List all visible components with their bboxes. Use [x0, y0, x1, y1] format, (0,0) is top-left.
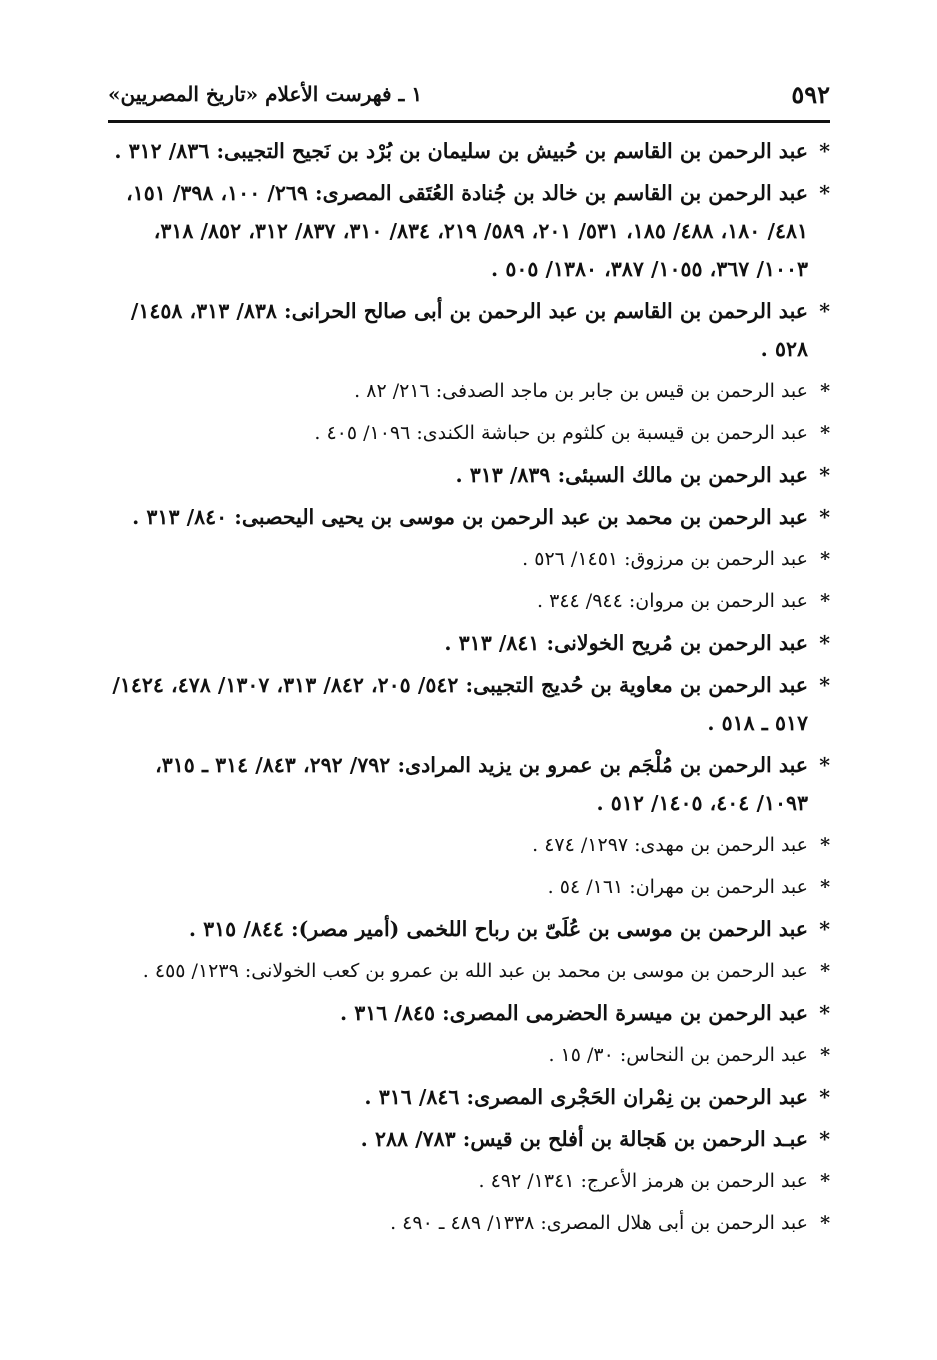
header-rule [108, 120, 830, 123]
index-entry [104, 582, 830, 620]
index-entry [104, 414, 830, 452]
bullet-star-icon: * [819, 299, 830, 323]
entry-text: عبد الرحمن بن القاسم بن حُبيش بن سليمان بن بُرْد بن نَجيح التجيبى: ٨٣٦/ ٣١٢ . [114, 139, 808, 163]
index-entry [104, 456, 830, 494]
entry-text: عبد الرحمن بن هرمز الأعرج: ١٣٤١/ ٤٩٢ . [478, 1170, 808, 1192]
entry-text: عبد الرحمن بن نِمْران الحَجْرى المصرى: ٨٤٦/ ٣١٦ . [364, 1085, 808, 1109]
bullet-star-icon: * [819, 917, 830, 941]
entry-text: عبد الرحمن بن مالك السبئى: ٨٣٩/ ٣١٣ . [455, 463, 808, 487]
bullet-star-icon: * [820, 422, 830, 444]
index-entry [104, 498, 830, 536]
page-header [108, 80, 830, 116]
index-entry [104, 826, 830, 864]
bullet-star-icon: * [820, 1044, 830, 1066]
entry-text: عبد الرحمن بن القاسم بن خالد بن جُنادة العُتَقى المصرى: ٢٦٩/ ١٠٠، ٣٩٨/ ١٥١، ٤٨١/ ١٨٠، ٤٨٨/ ١٨٥، ٥٣١/ ٢٠١، ٥٨٩/ ٢١٩، ٨٣٤/ ٣١٠، ٨٣٧/ ٣١٢، ٨٥٢/ ٣١٨، ١٠٠٣/ ٣٦٧، ١٠٥٥/ ٣٨٧، ١٣٨٠/ ٥٠٥ . [126, 181, 808, 281]
index-entry [104, 868, 830, 906]
entry-text: عبد الرحمن بن قيس بن جابر بن ماجد الصدفى: ٢١٦/ ٨٢ . [354, 380, 808, 402]
bullet-star-icon: * [820, 960, 830, 982]
index-entry [104, 910, 830, 948]
index-entry [104, 994, 830, 1032]
bullet-star-icon: * [819, 1127, 830, 1151]
bullet-star-icon: * [819, 753, 830, 777]
index-entry [104, 746, 830, 822]
entry-text: عبد الرحمن بن موسى بن عُلَىّ بن رباح اللخمى (أمير مصر): ٨٤٤/ ٣١٥ . [188, 917, 808, 941]
index-entry [104, 1204, 830, 1242]
entry-text: عبد الرحمن بن أبى هلال المصرى: ١٣٣٨/ ٤٨٩ ـ ٤٩٠ . [390, 1212, 808, 1234]
entry-text: عبد الرحمن بن ميسرة الحضرمى المصرى: ٨٤٥/ ٣١٦ . [339, 1001, 808, 1025]
bullet-star-icon: * [820, 834, 830, 856]
index-entry [104, 372, 830, 410]
entry-text: عبد الرحمن بن مرزوق: ١٤٥١/ ٥٢٦ . [522, 548, 808, 570]
entry-text: عبد الرحمن بن معاوية بن حُديج التجيبى: ٥٤٢/ ٢٠٥، ٨٤٢/ ٣١٣، ١٣٠٧/ ٤٧٨، ١٤٢٤/ ٥١٧ ـ ٥١٨ . [112, 673, 808, 735]
entry-text: عبد الرحمن بن قيسبة بن كلثوم بن حباشة الكندى: ١٠٩٦/ ٤٠٥ . [314, 422, 808, 444]
running-title: ١ ـ فهرست الأعلام «تاريخ المصريين» [108, 82, 423, 106]
entry-text: عبد الرحمن بن مروان: ٩٤٤/ ٣٤٤ . [537, 590, 808, 612]
index-entry [104, 540, 830, 578]
bullet-star-icon: * [819, 673, 830, 697]
index-entry [104, 174, 830, 288]
entry-text: عبد الرحمن بن موسى بن محمد بن عبد الله بن عمرو بن كعب الخولانى: ١٢٣٩/ ٤٥٥ . [142, 960, 808, 982]
bullet-star-icon: * [819, 505, 830, 529]
entry-text: عبد الرحمن بن مهران: ١٦١/ ٥٤ . [547, 876, 808, 898]
index-entry [104, 952, 830, 990]
index-entry [104, 666, 830, 742]
bullet-star-icon: * [819, 181, 830, 205]
entry-text: عبد الرحمن بن محمد بن عبد الرحمن بن موسى بن يحيى اليحصبى: ٨٤٠/ ٣١٣ . [132, 505, 808, 529]
index-entry [104, 1078, 830, 1116]
bullet-star-icon: * [820, 1212, 830, 1234]
entry-text: عبد الرحمن بن مهدى: ١٢٩٧/ ٤٧٤ . [532, 834, 808, 856]
bullet-star-icon: * [820, 548, 830, 570]
index-entry [104, 624, 830, 662]
index-entry [104, 1036, 830, 1074]
entry-text: عبد الرحمن بن مُريح الخولانى: ٨٤١/ ٣١٣ . [444, 631, 808, 655]
index-entry [104, 1120, 830, 1158]
index-entries [104, 132, 830, 1246]
bullet-star-icon: * [819, 631, 830, 655]
bullet-star-icon: * [819, 139, 830, 163]
page-number: ٥٩٢ [791, 80, 830, 109]
bullet-star-icon: * [819, 1001, 830, 1025]
bullet-star-icon: * [819, 1085, 830, 1109]
index-entry [104, 292, 830, 368]
entry-text: عبد الرحمن بن مُلْجَم بن عمرو بن يزيد المرادى: ٧٩٢/ ٢٩٢، ٨٤٣/ ٣١٤ ـ ٣١٥، ١٠٩٣/ ٤٠٤، ١٤٠٥/ ٥١٢ . [155, 753, 808, 815]
bullet-star-icon: * [820, 380, 830, 402]
entry-text: عبـد الرحمن بن هَجالة بن أفلح بن قيس: ٧٨٣/ ٢٨٨ . [360, 1127, 808, 1151]
bullet-star-icon: * [820, 1170, 830, 1192]
entry-text: عبد الرحمن بن النحاس: ٣٠/ ١٥ . [548, 1044, 808, 1066]
bullet-star-icon: * [820, 590, 830, 612]
bullet-star-icon: * [820, 876, 830, 898]
entry-text: عبد الرحمن بن القاسم بن عبد الرحمن بن أبى صالح الحرانى: ٨٣٨/ ٣١٣، ١٤٥٨/ ٥٢٨ . [130, 299, 808, 361]
index-entry [104, 1162, 830, 1200]
index-entry [104, 132, 830, 170]
bullet-star-icon: * [819, 463, 830, 487]
